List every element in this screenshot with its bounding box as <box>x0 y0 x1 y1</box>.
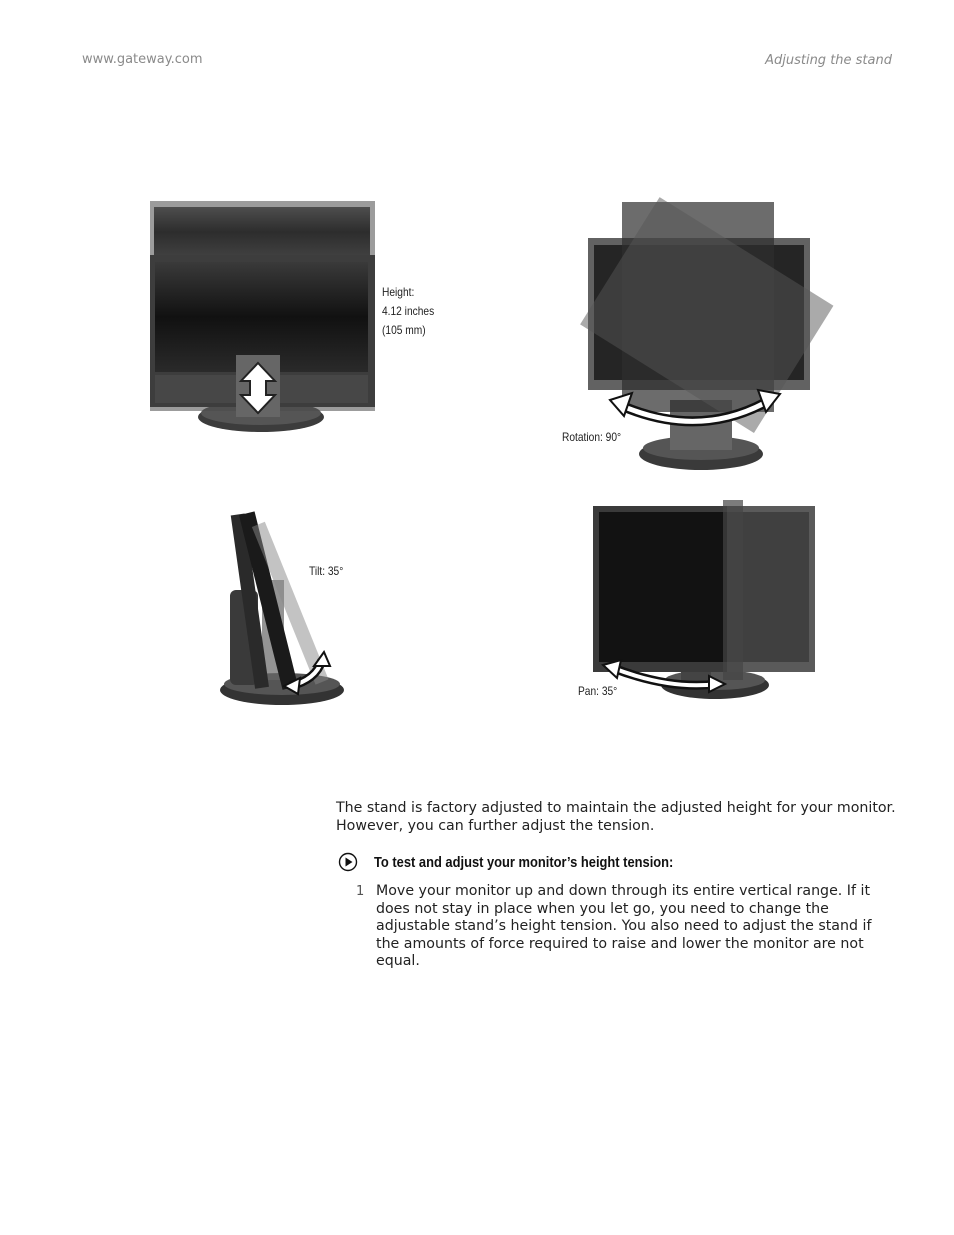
pan-caption: Pan: 35° <box>578 684 618 698</box>
height-caption-line1: Height: <box>382 285 415 299</box>
intro-paragraph: The stand is factory adjusted to maintain the adjusted height for your monitor. However, you can further adjust the tension. <box>336 800 896 834</box>
header-url: www.gateway.com <box>82 52 203 67</box>
height-caption-line2: 4.12 inches <box>382 304 435 318</box>
step-text: Move your monitor up and down through its entire vertical range. If it does not stay in place when you let go, you need to change the adjustable stand’s height tension. You also need to adjust the stand if the amounts of force required to raise and lower the monitor are not equal. <box>376 883 872 969</box>
rotation-caption: Rotation: 90° <box>562 430 622 444</box>
procedure-step <box>356 883 896 971</box>
height-adjustment-illustration <box>140 195 390 445</box>
header-section-title: Adjusting the stand <box>765 53 892 68</box>
procedure-title: To test and adjust your monitor’s height tension: <box>374 853 674 871</box>
step-number: 1 <box>356 884 365 899</box>
height-caption-line3: (105 mm) <box>382 323 426 337</box>
pan-adjustment-illustration <box>585 498 825 708</box>
height-caption <box>382 283 434 340</box>
procedure-heading <box>338 852 722 872</box>
tilt-caption: Tilt: 35° <box>309 564 344 578</box>
play-circle-icon <box>338 852 358 872</box>
tilt-adjustment-illustration <box>210 500 350 715</box>
